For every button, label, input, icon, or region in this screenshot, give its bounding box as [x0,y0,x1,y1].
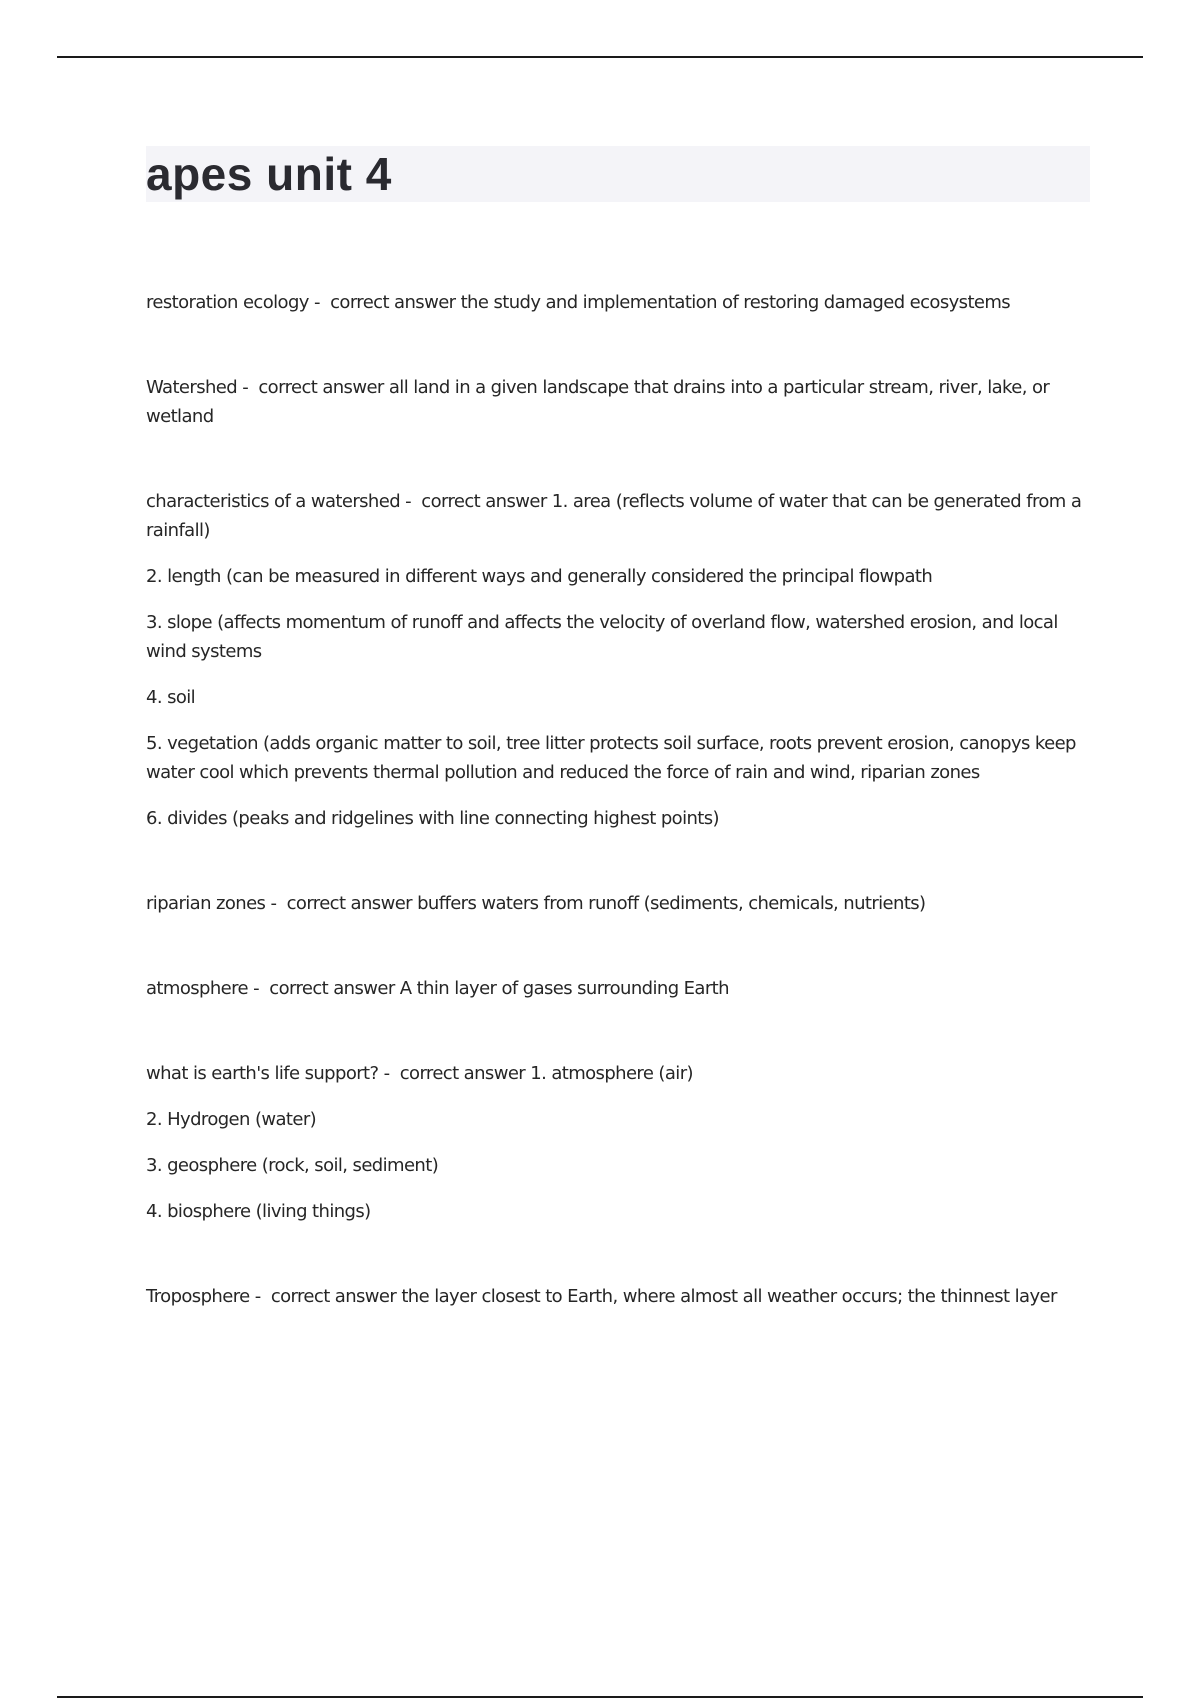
flashcard-answer-line: 4. biosphere (living things) [146,1201,371,1222]
flashcard-answer: 1. area (reflects volume of water that can be generated from a rainfall) [146,491,1082,541]
flashcard-term: restoration ecology [146,292,309,313]
flashcard-entry [146,288,1090,317]
flashcard-entry [146,1059,1090,1088]
flashcard-answer-line: 6. divides (peaks and ridgelines with line connecting highest points) [146,808,719,829]
answer-prefix: - correct answer [400,491,552,512]
top-rule [57,56,1143,58]
flashcard-answer: the layer closest to Earth, where almost all weather occurs; the thinnest layer [401,1286,1057,1307]
flashcard [146,1059,1090,1226]
flashcard-term: Watershed [146,377,238,398]
flashcard-answer-line: 2. Hydrogen (water) [146,1109,317,1130]
flashcard-term: characteristics of a watershed [146,491,401,512]
flashcard-answer-line: 2. length (can be measured in different ways and generally considered the principal flowpath [146,566,933,587]
flashcard-answer: 1. atmosphere (air) [530,1063,693,1084]
title-band [146,146,1090,202]
flashcard-term: riparian zones [146,893,266,914]
document-body [146,146,1090,1367]
flashcard-entry [146,487,1090,545]
answer-prefix: - correct answer [265,893,418,914]
flashcard-term: Troposphere [146,1286,250,1307]
flashcard [146,288,1090,317]
flashcard-answer-line: 3. slope (affects momentum of runoff and affects the velocity of overland flow, watershed erosion, and local wind systems [146,612,1058,662]
answer-prefix: - correct answer [308,292,461,313]
answer-prefix: - correct answer [378,1063,531,1084]
flashcard-answer-line: 3. geosphere (rock, soil, sediment) [146,1155,439,1176]
flashcard-answer: all land in a given landscape that drains into a particular stream, river, lake, or wetland [146,377,1050,427]
flashcard-entry [146,1282,1090,1311]
flashcard-list [146,288,1090,1311]
flashcard-answer-line: 4. soil [146,687,196,708]
flashcard-term: atmosphere [146,978,249,999]
document-title: apes unit 4 [146,148,392,200]
flashcard-term: what is earth's life support? [146,1063,379,1084]
flashcard-entry [146,889,1090,918]
answer-prefix: - correct answer [249,1286,402,1307]
answer-prefix: - correct answer [248,978,400,999]
flashcard-answer: buffers waters from runoff (sediments, chemicals, nutrients) [417,893,926,914]
flashcard [146,487,1090,833]
flashcard [146,373,1090,431]
flashcard-entry [146,974,1090,1003]
flashcard-answer-line: 5. vegetation (adds organic matter to soil, tree litter protects soil surface, roots prevent erosion, canopys keep water cool which prevents thermal pollution and reduced the force of rain and wind, riparian zones [146,733,1076,783]
flashcard [146,974,1090,1003]
flashcard-answer: A thin layer of gases surrounding Earth [399,978,729,999]
answer-prefix: - correct answer [237,377,389,398]
bottom-rule [57,1696,1143,1698]
flashcard-entry [146,373,1090,431]
flashcard [146,1282,1090,1311]
flashcard [146,889,1090,918]
flashcard-answer: the study and implementation of restoring damaged ecosystems [460,292,1011,313]
